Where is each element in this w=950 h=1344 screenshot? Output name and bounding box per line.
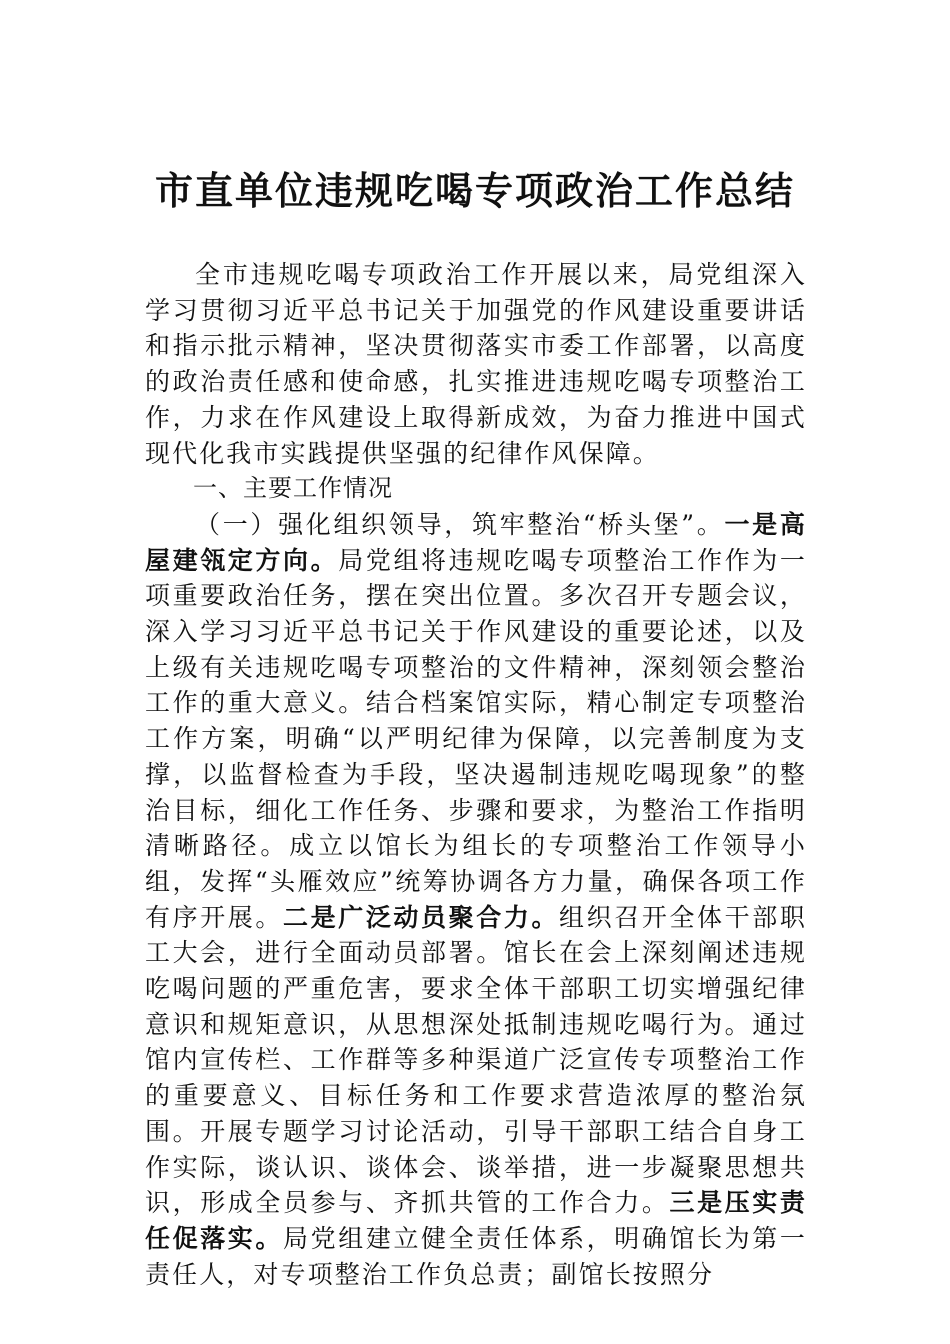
point-1-text: 局党组将违规吃喝专项整治工作作为一项重要政治任务，摆在突出位置。多次召开专题会议，深入学习习近平总书记关于作风建设的重要论述，以及上级有关违规吃喝专项整治的文件精神，深刻领会整治工作的重大意义。结合档案馆实际，精心制定专项整治工作方案，明确“以严明纪律为保障，以完善制度为支撑，以监督检查为手段，坚决遏制违规吃喝现象”的整治目标，细化工作任务、步骤和要求，为整治工作指明清晰路径。成立以馆长为组长的专项整治工作领导小组，发挥“头雁效应”统筹协调各方力量，确保各项工作有序开展。 [145, 545, 808, 932]
point-3-text: 局党组建立健全责任体系，明确馆长为第一责任人，对专项整治工作负总责；副馆长按照分 [145, 1223, 807, 1289]
point-2-text: 组织召开全体干部职工大会，进行全面动员部署。馆长在会上深刻阐述违规吃喝问题的严重危害，要求全体干部职工切实增强纪律意识和规矩意识，从思想深处抵制违规吃喝行为。通过馆内宣传栏、工作群等多种渠道广泛宣传专项整治工作的重要意义、目标任务和工作要求营造浓厚的整治氛围。开展专题学习讨论活动，引导干部职工结合自身工作实际，谈认识、谈体会、谈举措，进一步凝聚思想共识，形成全员参与、齐抓共管的工作合力。 [145, 902, 807, 1218]
subsection-heading: （一）强化组织领导，筑牢整治“桥头堡”。 [195, 509, 725, 539]
intro-paragraph: 全市违规吃喝专项政治工作开展以来，局党组深入学习贯彻习近平总书记关于加强党的作风建设重要讲话和指示批示精神，坚决贯彻落实市委工作部署，以高度的政治责任感和使命感，扎实推进违规吃喝专项整治工作，力求在作风建设上取得新成效，为奋力推进中国式现代化我市实践提供坚强的纪律作风保障。 [145, 260, 807, 468]
section-paragraph [145, 507, 807, 1292]
document-title: 市直单位违规吃喝专项政治工作总结 [154, 168, 795, 213]
point-1-lead: 一是高屋建瓴定方向。 [145, 509, 807, 575]
document-body [145, 257, 807, 1292]
point-2-lead: 二是广泛动员聚合力。 [283, 902, 560, 932]
section-heading: 一、主要工作情况 [193, 474, 393, 503]
point-3-lead: 三是压实责任促落实。 [145, 1188, 807, 1253]
